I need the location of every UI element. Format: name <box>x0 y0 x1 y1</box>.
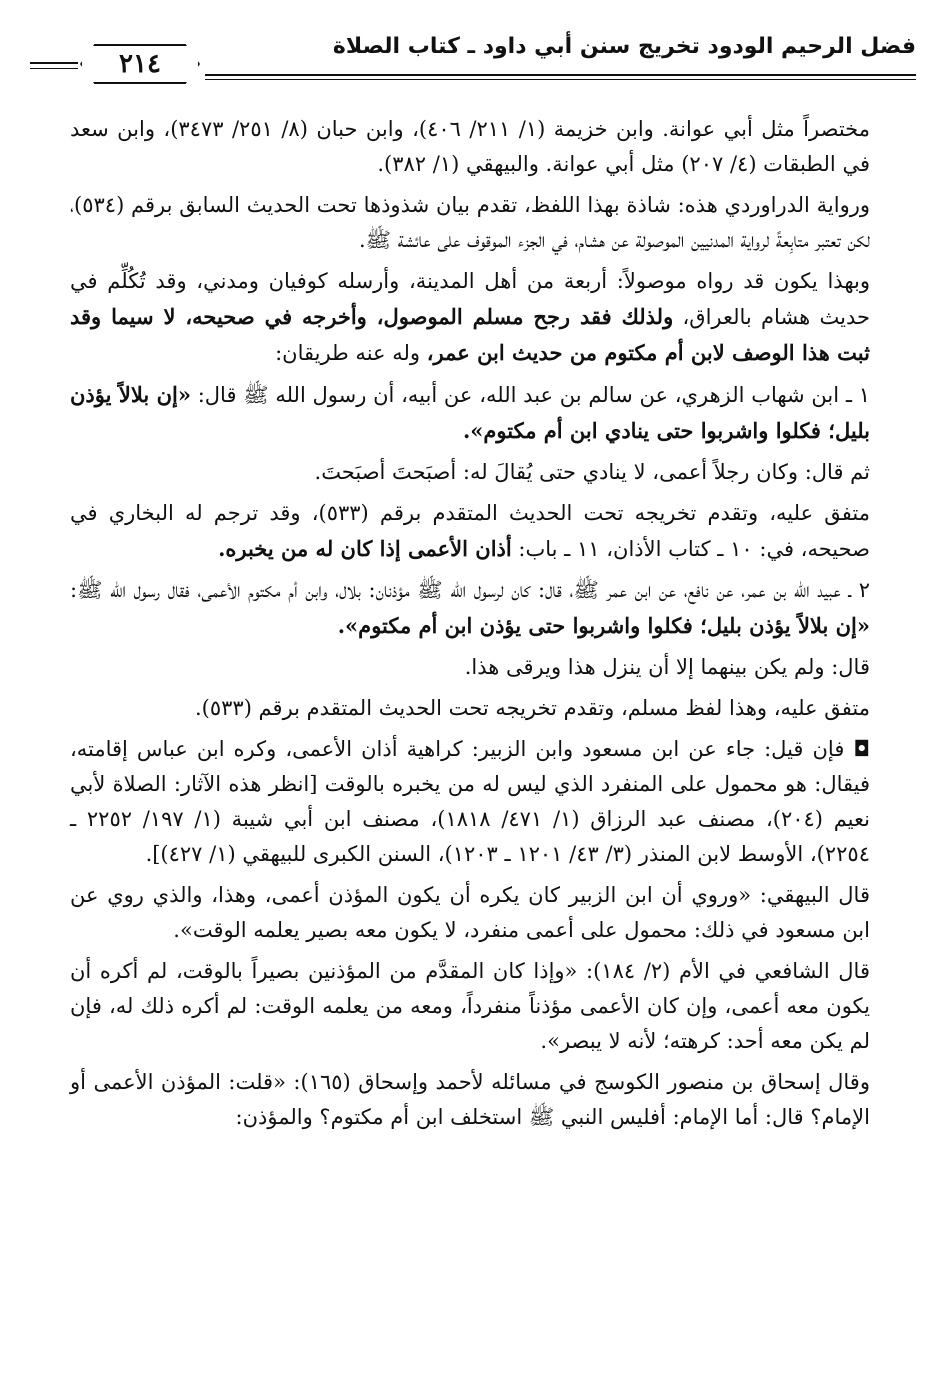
bold-text: «إن بلالاً يؤذن بليل؛ فكلوا واشربوا حتى يؤذن ابن أم مكتوم». <box>337 613 870 638</box>
paragraph-3 <box>70 264 870 371</box>
header-rule-left-thin <box>30 68 78 69</box>
body-text: وبهذا يكون قد رواه موصولاً: أربعة من أهل المدينة، وأرسله كوفيان ومدني، وقد تُكُلِّم في حديث هشام بالعراق، <box>70 269 870 329</box>
header-rule-thin <box>205 79 916 80</box>
paragraph-8 <box>70 650 870 685</box>
bold-text: ولذلك فقد رجح مسلم الموصول، وأخرجه في صحيحه، لا سيما وقد ثبت هذا الوصف لابن أم مكتوم من حديث ابن عمر، <box>70 304 870 365</box>
body-text: متفق عليه، وهذا لفظ مسلم، وتقدم تخريجه تحت الحديث المتقدم برقم (٥٣٣). <box>194 696 870 720</box>
paragraph-6 <box>70 496 870 567</box>
body-text: ثم قال: وكان رجلاً أعمى، لا ينادي حتى يُقالَ له: أصبَحتَ أصبَحتَ. <box>314 460 870 484</box>
paragraph-2 <box>70 188 870 258</box>
paragraph-7 <box>70 573 870 644</box>
page-number-frame <box>80 44 200 84</box>
body-text: ١ ـ ابن شهاب الزهري، عن سالم بن عبد الله، عن أبيه، أن رسول الله ﷺ قال: <box>190 383 870 407</box>
body-text: ◘ فإن قيل: جاء عن ابن مسعود وابن الزبير: كراهية أذان الأعمى، وكره ابن عباس إقامته، فيقال: هو محمول على المنفرد الذي ليس له من يخبره بالوقت [انظر هذه الآثار: الصلاة لأبي نعيم (٢٠٤)، مصنف عبد الرزاق (١/ ٤٧١/ ١٨١٨)، مصنف ابن أبي شيبة (١/ ١٩٧/ ٢٢٥٢ ـ ٢٢٥٤)، الأوسط لابن المنذر (٣/ ٤٣/ ١٢٠١ ـ ١٢٠٣)، السنن الكبرى للبيهقي (١/ ٤٢٧)]. <box>70 737 870 866</box>
bold-text: «إن بلالاً يؤذن بليل؛ فكلوا واشربوا حتى ينادي ابن أم مكتوم». <box>70 382 870 443</box>
body-text: قال: ولم يكن بينهما إلا أن ينزل هذا ويرقى هذا. <box>464 655 870 679</box>
paragraph-4 <box>70 377 870 449</box>
header-rule <box>205 74 916 76</box>
header-rule-left <box>30 62 78 64</box>
paragraph-5 <box>70 455 870 490</box>
body-text: قال البيهقي: «وروي أن ابن الزبير كان يكره أن يكون المؤذن أعمى، وهذا، والذي روي عن ابن مسعود في ذلك: محمول على أعمى منفرد، لا يكون معه بصير يعلمه الوقت». <box>70 883 870 942</box>
paragraph-12 <box>70 954 870 1059</box>
body-text: مختصراً مثل أبي عوانة. وابن خزيمة (١/ ٢١١/ ٤٠٦)، وابن حبان (٨/ ٢٥١/ ٣٤٧٣)، وابن سعد في الطبقات (٤/ ٢٠٧) مثل أبي عوانة. والبيهقي (١/ ٣٨٢). <box>70 117 870 176</box>
paragraph-9 <box>70 691 870 726</box>
paragraph-11 <box>70 878 870 948</box>
paragraph-13 <box>70 1065 870 1135</box>
body-text: وله عنه طريقان: <box>275 341 427 365</box>
paragraph-1 <box>70 112 870 182</box>
page-body <box>70 112 870 1141</box>
body-text: ٢ ـ عبيد الله بن عمر، عن نافع، عن ابن عمر ﷺ، قال: كان لرسول الله ﷺ مؤذنان: بلال، وابن أم مكتوم الأعمى، فقال رسول الله ﷺ: <box>70 578 870 602</box>
running-title: فضل الرحيم الودود تخريج سنن أبي داود ـ كتاب الصلاة <box>332 34 916 59</box>
body-text: قال الشافعي في الأم (٢/ ١٨٤): «وإذا كان المقدَّم من المؤذنين بصيراً بالوقت، لم أكره أن يكون معه أعمى، وإن كان الأعمى مؤذناً منفرداً، ومعه من يعلمه الوقت: لم أكره ذلك له، فإن لم يكن معه أحد: كرهته؛ لأنه لا يبصر». <box>70 959 870 1053</box>
page-header <box>30 28 916 98</box>
body-text: ورواية الدراوردي هذه: شاذة بهذا اللفظ، تقدم بيان شذوذها تحت الحديث السابق برقم (٥٣٤)، لكن تعتبر متابِعةً لرواية المدنيين الموصولة عن هشام، في الجزء الموقوف على عائشة ﷺ. <box>70 193 870 252</box>
body-text: وقال إسحاق بن منصور الكوسج في مسائله لأحمد وإسحاق (١٦٥): «قلت: المؤذن الأعمى أو الإمام؟ قال: أما الإمام: أفليس النبي ﷺ استخلف ابن أم مكتوم؟ والمؤذن: <box>70 1070 870 1129</box>
body-text: متفق عليه، وتقدم تخريجه تحت الحديث المتقدم برقم (٥٣٣)، وقد ترجم له البخاري في صحيحه، في: ١٠ ـ كتاب الأذان، ١١ ـ باب: <box>70 501 870 561</box>
page-number: ٢١٤ <box>119 49 161 79</box>
bold-text: أذان الأعمى إذا كان له من يخبره. <box>218 536 512 561</box>
paragraph-10 <box>70 732 870 872</box>
